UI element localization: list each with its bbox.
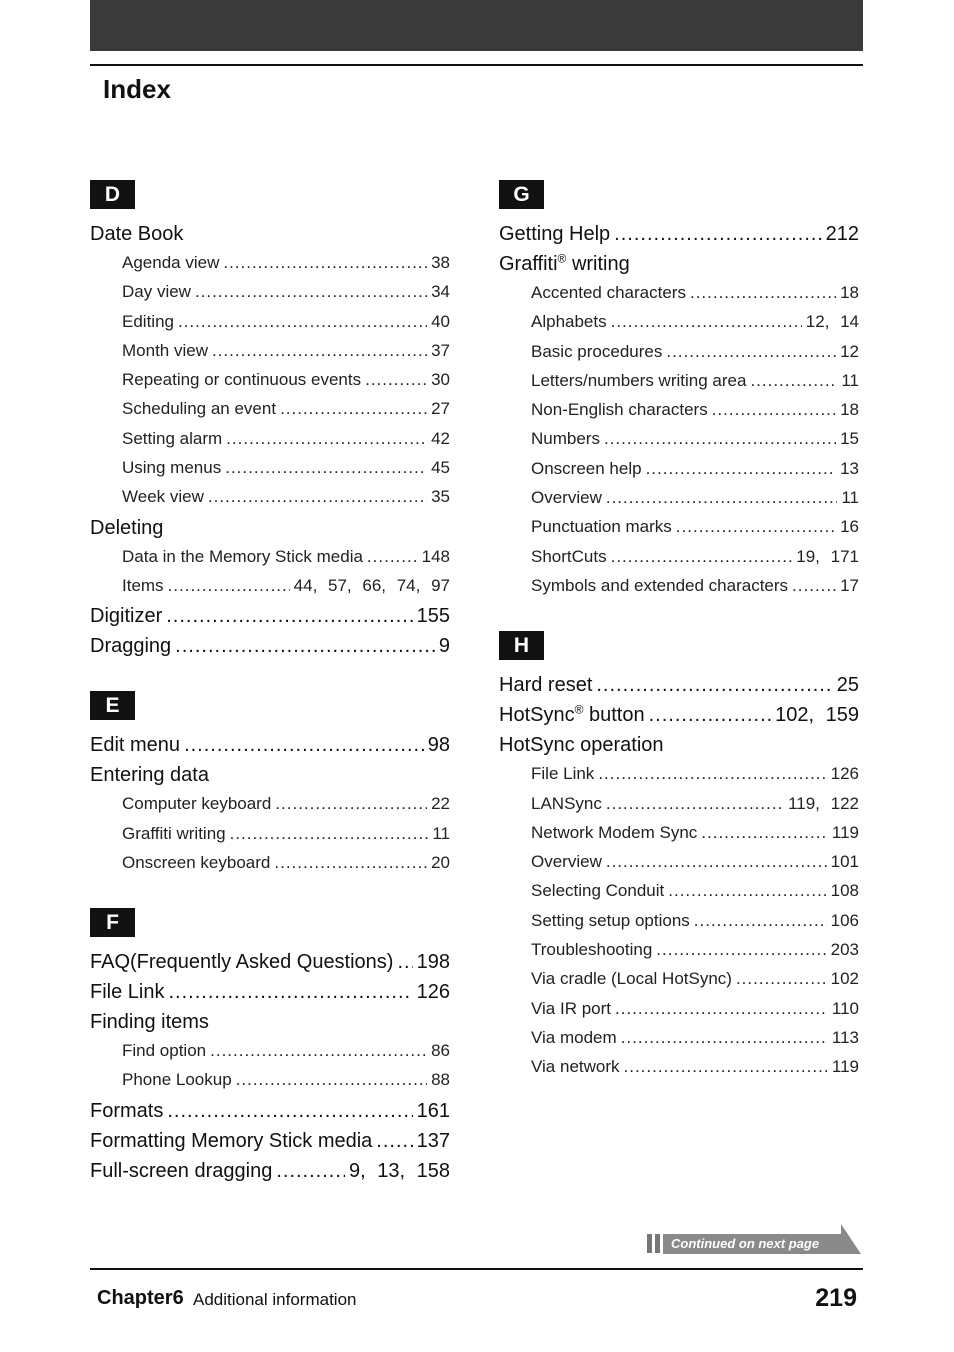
- entry-term: [531, 881, 664, 901]
- entry-text: Via cradle (Local HotSync): [531, 969, 732, 989]
- entry-pages: 18: [840, 400, 859, 420]
- footer-chapter: Chapter6: [97, 1287, 184, 1309]
- entry-term: [531, 400, 708, 420]
- entry-term: [531, 1057, 620, 1077]
- leader-dots: [598, 764, 826, 784]
- entry-pages: 119, 122: [788, 793, 859, 813]
- entry-text: Finding items: [90, 1011, 209, 1034]
- leader-dots: [397, 951, 412, 974]
- entry-pages: 101: [830, 852, 859, 872]
- entry-text: Formatting Memory Stick media: [90, 1129, 373, 1152]
- leader-dots: [694, 911, 827, 931]
- index-subentry: [90, 458, 450, 487]
- index-entry: [90, 951, 450, 981]
- leader-dots: [210, 1041, 427, 1061]
- entry-text: Non-English characters: [531, 400, 708, 420]
- entry-term: [122, 794, 271, 814]
- entry-term: [531, 852, 602, 872]
- leader-dots: [676, 517, 836, 537]
- entry-text: Data in the Memory Stick media: [122, 546, 363, 566]
- header-rule: [90, 64, 863, 66]
- entry-pages: 110: [831, 998, 859, 1018]
- entry-term: [531, 312, 607, 332]
- entry-text: Using menus: [122, 458, 222, 478]
- continued-banner: [647, 1224, 861, 1254]
- leader-dots: [223, 253, 427, 273]
- entry-text: Via IR port: [531, 998, 612, 1018]
- index-subentry: [499, 911, 859, 940]
- entry-text-suffix: writing: [566, 253, 630, 275]
- leader-dots: [736, 969, 827, 989]
- index-subentry: [499, 371, 859, 400]
- entry-text: Graffiti writing: [122, 823, 226, 843]
- entry-text: Editing: [122, 311, 174, 331]
- entry-text: Month view: [122, 340, 208, 360]
- index-subentry: [90, 312, 450, 341]
- leader-dots: [275, 794, 427, 814]
- leader-dots: [168, 576, 290, 596]
- entry-text: Onscreen keyboard: [122, 852, 271, 872]
- entry-text: Entering data: [90, 764, 209, 787]
- entry-text: ShortCuts: [531, 546, 607, 566]
- entry-term: [531, 517, 672, 537]
- leader-dots: [167, 1100, 412, 1123]
- entry-pages: 198: [416, 951, 450, 974]
- entry-term: [531, 969, 732, 989]
- leader-dots: [606, 794, 784, 814]
- leader-dots: [230, 824, 429, 844]
- leader-dots: [276, 1160, 345, 1183]
- index-subentry: [90, 253, 450, 282]
- index-subentry: [90, 370, 450, 399]
- leader-dots: [274, 853, 427, 873]
- entry-text: Via network: [531, 1057, 620, 1077]
- entry-term: [90, 223, 183, 246]
- index-entry: [90, 981, 450, 1011]
- entry-pages: 113: [831, 1027, 859, 1047]
- entry-pages: 12, 14: [805, 312, 859, 332]
- footer-rule: [90, 1268, 863, 1270]
- leader-dots: [611, 312, 802, 332]
- index-subentry: [499, 764, 859, 793]
- index-subentry: [499, 400, 859, 429]
- entry-term: [531, 371, 746, 391]
- entry-pages: 11: [841, 370, 859, 390]
- entry-term: [531, 794, 602, 814]
- entry-term: [122, 487, 204, 507]
- leader-dots: [649, 704, 772, 727]
- entry-term: [122, 341, 208, 361]
- entry-pages: 45: [431, 458, 450, 478]
- entry-term: [122, 429, 222, 449]
- leader-dots: [225, 458, 427, 478]
- leader-dots: [615, 999, 828, 1019]
- leader-dots: [212, 341, 427, 361]
- entry-term: [90, 1160, 272, 1183]
- entry-term: [531, 1028, 617, 1048]
- entry-pages: 12: [840, 341, 859, 361]
- entry-term: [531, 576, 788, 596]
- leader-dots: [208, 487, 427, 507]
- index-subentry: [499, 547, 859, 576]
- entry-pages: 16: [840, 517, 859, 537]
- entry-term: [122, 1070, 232, 1090]
- entry-term: [122, 547, 363, 567]
- entry-term: [122, 853, 270, 873]
- entry-term: [531, 823, 697, 843]
- index-entry: [499, 253, 859, 283]
- entry-text: Edit menu: [90, 734, 181, 757]
- entry-pages: 148: [421, 546, 450, 566]
- entry-text: File Link: [90, 981, 165, 1004]
- entry-pages: 11: [841, 488, 859, 508]
- entry-pages: 137: [416, 1129, 450, 1152]
- index-subentry: [499, 881, 859, 910]
- entry-text: Getting Help: [499, 223, 611, 245]
- index-entry: [90, 1160, 450, 1190]
- leader-dots: [690, 283, 836, 303]
- entry-term: [531, 940, 652, 960]
- index-entry: [90, 764, 450, 794]
- entry-text: Via modem: [531, 1027, 617, 1047]
- entry-pages: 108: [830, 881, 859, 901]
- index-subentry: [499, 488, 859, 517]
- leader-dots: [611, 547, 793, 567]
- index-subentry: [499, 1028, 859, 1057]
- index-subentry: [90, 547, 450, 576]
- entry-term: [122, 312, 174, 332]
- index-subentry: [499, 794, 859, 823]
- entry-term: [499, 704, 645, 727]
- leader-dots: [365, 370, 427, 390]
- entry-pages: 203: [830, 940, 859, 960]
- entry-text: Digitizer: [90, 605, 163, 628]
- entry-text: Date Book: [90, 223, 184, 245]
- index-subentry: [499, 823, 859, 852]
- entry-pages: 98: [427, 734, 450, 757]
- entry-pages: 161: [416, 1099, 450, 1122]
- entry-text: File Link: [531, 764, 595, 784]
- leader-dots: [621, 1028, 828, 1048]
- leader-dots: [168, 981, 412, 1004]
- index-subentry: [499, 459, 859, 488]
- entry-pages: 40: [431, 311, 450, 331]
- entry-pages: 155: [416, 605, 450, 628]
- entry-pages: 27: [431, 399, 450, 419]
- index-entry: [90, 605, 450, 635]
- entry-text: Onscreen help: [531, 458, 642, 478]
- index-subentry: [499, 576, 859, 605]
- leader-dots: [166, 605, 412, 628]
- entry-pages: 25: [836, 674, 859, 697]
- entry-text: Overview: [531, 852, 602, 872]
- entry-term: [122, 458, 221, 478]
- section-letter: F: [90, 908, 135, 937]
- leader-dots: [280, 399, 427, 419]
- leader-dots: [614, 223, 821, 246]
- entry-text: Items: [122, 575, 164, 595]
- entry-term: [90, 517, 163, 540]
- entry-pages: 38: [431, 253, 450, 272]
- index-subentry: [499, 1057, 859, 1086]
- entry-text: Find option: [122, 1041, 207, 1061]
- entry-term: [531, 429, 600, 449]
- index-subentry: [90, 487, 450, 516]
- leader-dots: [750, 371, 837, 391]
- index-subentry: [499, 969, 859, 998]
- entry-text: Dragging: [90, 635, 172, 658]
- index-subentry: [499, 852, 859, 881]
- entry-term: [90, 1011, 209, 1034]
- leader-dots: [596, 674, 832, 697]
- entry-term: [499, 253, 630, 276]
- entry-term: [531, 911, 690, 931]
- leader-dots: [701, 823, 828, 843]
- entry-pages: 86: [431, 1041, 450, 1061]
- leader-dots: [604, 429, 836, 449]
- entry-term: [122, 399, 276, 419]
- footer-description: Additional information: [193, 1290, 357, 1309]
- registered-mark: ®: [557, 251, 567, 266]
- index-subentry: [90, 341, 450, 370]
- header-bar: [90, 0, 863, 51]
- entry-pages: 17: [840, 575, 859, 595]
- entry-pages: 37: [431, 340, 450, 360]
- entry-text: Deleting: [90, 516, 164, 539]
- entry-pages: 22: [431, 794, 450, 814]
- index-subentry: [90, 576, 450, 605]
- registered-mark: ®: [574, 702, 584, 717]
- entry-term: [90, 734, 180, 757]
- entry-term: [531, 488, 602, 508]
- entry-pages: 35: [431, 487, 450, 507]
- entry-pages: 30: [431, 370, 450, 390]
- section-letter: G: [499, 180, 544, 209]
- index-entry: [499, 223, 859, 253]
- section-letter: D: [90, 180, 135, 209]
- index-entry: [90, 517, 450, 547]
- index-subentry: [499, 429, 859, 458]
- leader-dots: [184, 734, 424, 757]
- entry-term: [122, 282, 191, 302]
- entry-pages: 102, 159: [775, 704, 859, 727]
- section-letter: E: [90, 691, 135, 720]
- entry-term: [122, 576, 164, 596]
- continued-label: Continued on next page: [671, 1236, 820, 1251]
- entry-term: [90, 635, 171, 658]
- page-title: Index: [103, 74, 171, 104]
- entry-text: HotSync: [499, 704, 575, 727]
- index-entry: [90, 1100, 450, 1130]
- entry-term: [90, 605, 162, 628]
- index-entry: [90, 734, 450, 764]
- entry-text: Full-screen dragging: [90, 1159, 273, 1182]
- entry-text: Setting setup options: [531, 910, 690, 930]
- entry-pages: 126: [830, 764, 859, 784]
- banner-stripe: [647, 1234, 652, 1253]
- leader-dots: [668, 881, 826, 901]
- index-column-right: [499, 180, 859, 1087]
- entry-text-suffix: button: [583, 704, 645, 727]
- entry-term: [531, 342, 662, 362]
- entry-pages: 212: [825, 223, 859, 245]
- entry-text: Accented characters: [531, 283, 686, 302]
- entry-pages: 44, 57, 66, 74, 97: [293, 575, 450, 595]
- entry-pages: 18: [840, 283, 859, 302]
- entry-text: Repeating or continuous events: [122, 370, 362, 390]
- leader-dots: [376, 1130, 412, 1153]
- leader-dots: [367, 547, 418, 567]
- index-subentry: [90, 399, 450, 428]
- leader-dots: [175, 635, 435, 658]
- index-subentry: [90, 1070, 450, 1099]
- banner-stripe: [655, 1234, 660, 1253]
- entry-text: Day view: [122, 282, 191, 302]
- leader-dots: [236, 1070, 427, 1090]
- index-entry: [90, 635, 450, 665]
- index-subentry: [499, 940, 859, 969]
- entry-text: Network Modem Sync: [531, 822, 698, 842]
- entry-pages: 13: [840, 458, 859, 478]
- entry-pages: 102: [830, 969, 859, 989]
- entry-pages: 88: [431, 1070, 450, 1090]
- leader-dots: [656, 940, 826, 960]
- entry-text: Hard reset: [499, 674, 593, 697]
- leader-dots: [646, 459, 837, 479]
- entry-text: Numbers: [531, 429, 600, 449]
- index-entry: [499, 674, 859, 704]
- entry-term: [90, 1130, 372, 1153]
- entry-pages: 119: [831, 822, 859, 842]
- index-subentry: [90, 853, 450, 882]
- entry-pages: 34: [431, 282, 450, 302]
- entry-term: [499, 674, 592, 697]
- entry-term: [122, 370, 361, 390]
- entry-text: Troubleshooting: [531, 940, 653, 960]
- index-subentry: [90, 1041, 450, 1070]
- entry-text: Week view: [122, 487, 204, 507]
- entry-pages: 19, 171: [796, 546, 859, 566]
- entry-term: [531, 999, 611, 1019]
- entry-text: Overview: [531, 488, 602, 508]
- index-subentry: [90, 824, 450, 853]
- entry-term: [90, 951, 393, 974]
- index-subentry: [90, 282, 450, 311]
- entry-term: [122, 1041, 206, 1061]
- entry-text: Graffiti: [499, 253, 558, 275]
- entry-pages: 42: [431, 428, 450, 448]
- entry-term: [90, 981, 164, 1004]
- entry-pages: 106: [830, 910, 859, 930]
- leader-dots: [195, 282, 427, 302]
- entry-text: FAQ(Frequently Asked Questions): [90, 951, 394, 974]
- index-entry: [90, 223, 450, 253]
- index-subentry: [499, 342, 859, 371]
- entry-pages: 9, 13, 158: [349, 1159, 450, 1182]
- index-subentry: [499, 283, 859, 312]
- index-column-left: [90, 180, 450, 1190]
- leader-dots: [226, 429, 427, 449]
- entry-text: Formats: [90, 1099, 164, 1122]
- index-subentry: [90, 794, 450, 823]
- entry-term: [531, 764, 594, 784]
- entry-term: [499, 734, 664, 757]
- entry-term: [499, 223, 610, 246]
- index-subentry: [499, 312, 859, 341]
- entry-term: [122, 824, 226, 844]
- entry-text: Basic procedures: [531, 341, 663, 361]
- entry-term: [531, 459, 642, 479]
- entry-pages: 126: [416, 981, 450, 1004]
- entry-text: Phone Lookup: [122, 1070, 232, 1090]
- index-subentry: [90, 429, 450, 458]
- entry-pages: 9: [438, 635, 450, 658]
- index-entry: [90, 1011, 450, 1041]
- index-subentry: [499, 517, 859, 546]
- entry-text: HotSync operation: [499, 734, 664, 757]
- entry-text: Setting alarm: [122, 428, 223, 448]
- entry-term: [122, 253, 219, 273]
- entry-term: [90, 764, 209, 787]
- entry-pages: 119: [831, 1057, 859, 1077]
- entry-text: Symbols and extended characters: [531, 575, 789, 595]
- entry-term: [531, 547, 607, 567]
- index-entry: [499, 704, 859, 734]
- entry-text: Scheduling an event: [122, 399, 277, 419]
- leader-dots: [606, 488, 837, 508]
- entry-text: Computer keyboard: [122, 794, 272, 814]
- entry-text: Agenda view: [122, 253, 220, 272]
- entry-text: Punctuation marks: [531, 517, 672, 537]
- entry-pages: 11: [432, 823, 450, 843]
- entry-text: Letters/numbers writing area: [531, 370, 747, 390]
- index-entry: [90, 1130, 450, 1160]
- index-entry: [499, 734, 859, 764]
- entry-text: Selecting Conduit: [531, 881, 665, 901]
- entry-term: [531, 283, 686, 303]
- entry-text: Alphabets: [531, 312, 607, 332]
- entry-pages: 15: [840, 429, 859, 449]
- leader-dots: [178, 312, 427, 332]
- entry-pages: 20: [431, 852, 450, 872]
- index-subentry: [499, 999, 859, 1028]
- leader-dots: [792, 576, 836, 596]
- leader-dots: [624, 1057, 828, 1077]
- leader-dots: [712, 400, 836, 420]
- entry-term: [90, 1100, 163, 1123]
- page-number: 219: [815, 1284, 857, 1312]
- section-letter: H: [499, 631, 544, 660]
- entry-text: LANSync: [531, 793, 602, 813]
- leader-dots: [666, 342, 836, 362]
- leader-dots: [606, 852, 827, 872]
